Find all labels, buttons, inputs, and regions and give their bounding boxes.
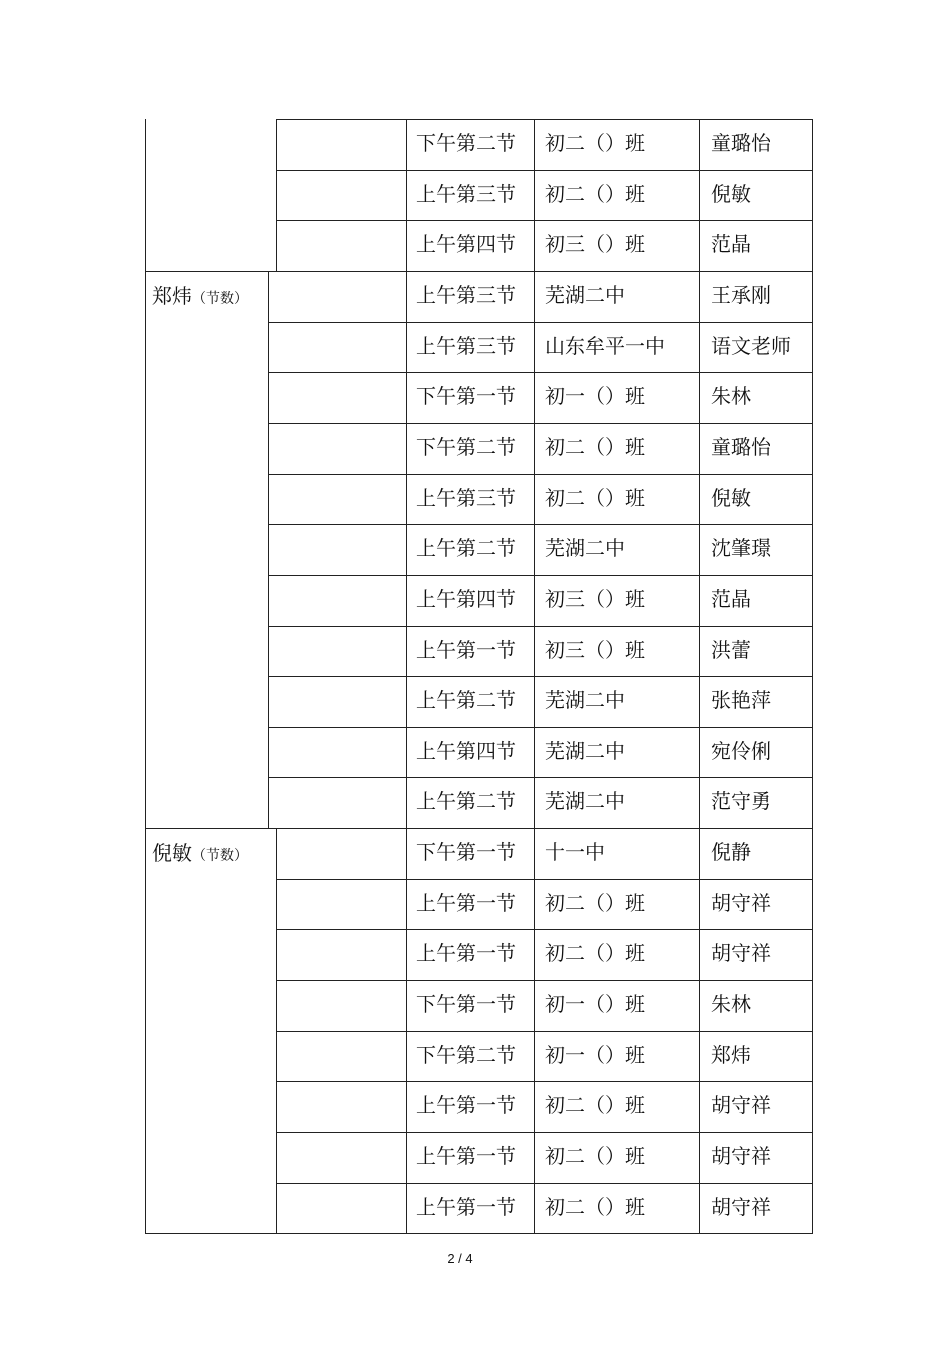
cell-time: 上午第四节 [416, 232, 516, 257]
row-separator [268, 524, 812, 525]
cell-time: 上午第四节 [416, 586, 516, 611]
cell-person: 洪蕾 [711, 637, 751, 662]
cell-place: 初三（）班 [545, 232, 645, 257]
table-border-left [145, 119, 146, 1233]
teacher-count-label: （节数） [192, 848, 248, 865]
row-separator [276, 929, 812, 930]
table-border-right [812, 119, 813, 1233]
cell-person: 朱林 [711, 384, 751, 409]
row-separator [268, 777, 812, 778]
table-border-top [276, 119, 812, 120]
cell-person: 童璐怡 [711, 131, 771, 155]
page-number: 2 / 4 [447, 1251, 473, 1266]
cell-person: 宛伶俐 [711, 738, 771, 763]
cell-time: 上午第三节 [416, 282, 516, 307]
cell-person: 王承刚 [711, 282, 771, 307]
cell-time: 下午第一节 [416, 992, 516, 1017]
teacher-name-text: 郑炜 [152, 283, 192, 308]
cell-place: 初三（）班 [545, 637, 645, 662]
cell-time: 上午第一节 [416, 1144, 516, 1168]
teacher-name [152, 284, 248, 311]
cell-time: 下午第二节 [416, 434, 516, 459]
cell-time: 下午第一节 [416, 840, 516, 865]
cell-place: 初三（）班 [545, 586, 645, 611]
cell-time: 上午第一节 [416, 637, 516, 662]
row-separator [268, 423, 812, 424]
cell-place: 初二（）班 [545, 131, 645, 155]
cell-person: 范晶 [711, 232, 751, 257]
cell-person: 胡守祥 [711, 1144, 771, 1168]
row-separator [268, 676, 812, 677]
row-separator [268, 727, 812, 728]
row-separator [268, 322, 812, 323]
cell-person: 胡守祥 [711, 1194, 771, 1219]
row-separator [276, 170, 812, 171]
cell-time: 上午第一节 [416, 1093, 516, 1118]
cell-time: 上午第一节 [416, 941, 516, 966]
cell-person: 胡守祥 [711, 941, 771, 966]
row-separator [268, 474, 812, 475]
group-separator [145, 271, 812, 272]
cell-place: 芜湖二中 [545, 688, 625, 713]
group-separator [145, 828, 812, 829]
cell-place: 初二（）班 [545, 890, 645, 915]
cell-person: 童璐怡 [711, 434, 771, 459]
table-border-bottom [145, 1233, 813, 1234]
cell-person: 范晶 [711, 586, 751, 611]
cell-time: 上午第三节 [416, 333, 516, 358]
cell-place: 芜湖二中 [545, 282, 625, 307]
teacher-name [152, 841, 248, 868]
cell-time: 上午第二节 [416, 536, 516, 561]
cell-person: 张艳萍 [711, 688, 771, 713]
row-separator [268, 372, 812, 373]
cell-person: 胡守祥 [711, 890, 771, 915]
row-separator [276, 1132, 812, 1133]
cell-time: 上午第二节 [416, 688, 516, 713]
row-separator [276, 1081, 812, 1082]
cell-place: 芜湖二中 [545, 536, 625, 561]
cell-place: 初一（）班 [545, 1042, 645, 1067]
cell-place: 初一（）班 [545, 384, 645, 409]
row-separator [276, 1031, 812, 1032]
cell-time: 上午第一节 [416, 1194, 516, 1219]
cell-person: 范守勇 [711, 789, 771, 814]
cell-person: 语文老师 [711, 333, 791, 358]
cell-time: 下午第二节 [416, 1042, 516, 1067]
cell-place: 初二（）班 [545, 434, 645, 459]
cell-place: 初一（）班 [545, 992, 645, 1017]
cell-place: 初二（）班 [545, 181, 645, 206]
cell-place: 初二（）班 [545, 1194, 645, 1219]
cell-person: 沈肇璟 [711, 536, 771, 561]
cell-person: 郑炜 [711, 1042, 751, 1067]
cell-place: 十一中 [545, 840, 605, 865]
cell-time: 下午第一节 [416, 384, 516, 409]
cell-person: 倪敏 [711, 485, 751, 510]
row-separator [276, 980, 812, 981]
cell-place: 初二（）班 [545, 1093, 645, 1118]
cell-place: 初二（）班 [545, 941, 645, 966]
cell-time: 下午第二节 [416, 131, 516, 155]
cell-person: 朱林 [711, 992, 751, 1017]
group-divider [268, 271, 269, 828]
cell-time: 上午第三节 [416, 181, 516, 206]
teacher-count-label: （节数） [192, 290, 248, 307]
group-divider [276, 119, 277, 271]
teacher-name-text: 倪敏 [152, 841, 192, 866]
cell-time: 上午第二节 [416, 789, 516, 814]
row-separator [276, 1183, 812, 1184]
cell-place: 芜湖二中 [545, 738, 625, 763]
cell-time: 上午第三节 [416, 485, 516, 510]
cell-place: 初二（）班 [545, 485, 645, 510]
cell-person: 倪敏 [711, 181, 751, 206]
cell-place: 芜湖二中 [545, 789, 625, 814]
cell-person: 倪静 [711, 840, 751, 865]
cell-place: 初二（）班 [545, 1144, 645, 1168]
cell-person: 胡守祥 [711, 1093, 771, 1118]
cell-time: 上午第四节 [416, 738, 516, 763]
row-separator [268, 626, 812, 627]
row-separator [268, 575, 812, 576]
row-separator [276, 220, 812, 221]
row-separator [276, 879, 812, 880]
cell-time: 上午第一节 [416, 890, 516, 915]
cell-place: 山东牟平一中 [545, 333, 665, 358]
